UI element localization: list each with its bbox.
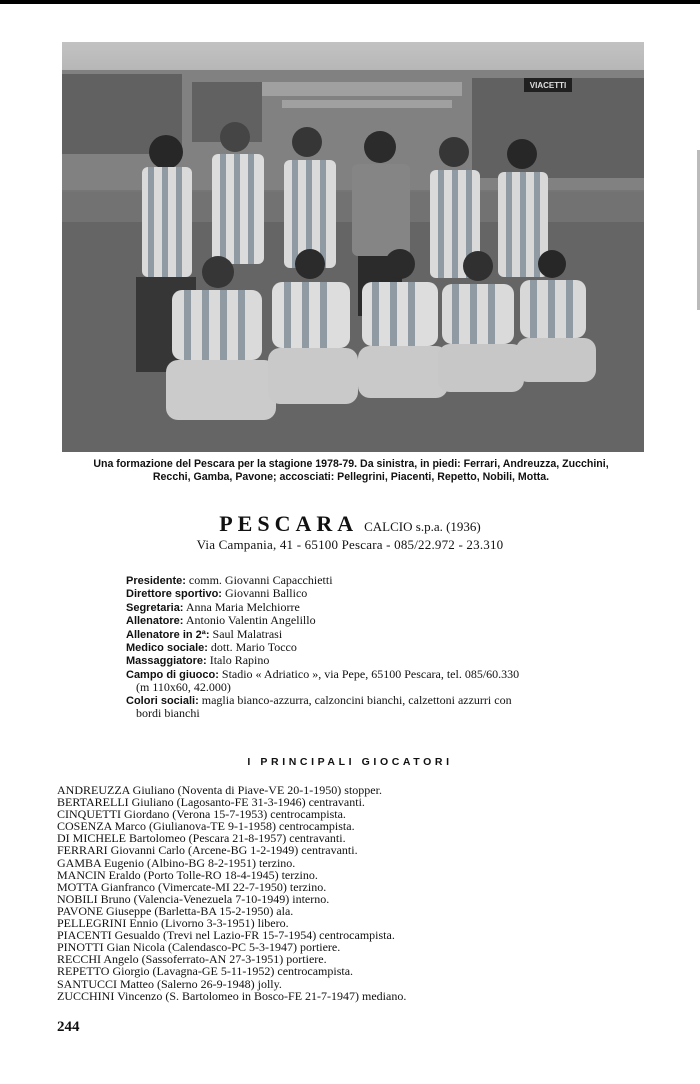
staff-value-continuation: bordi bianchi bbox=[136, 706, 200, 721]
staff-list bbox=[126, 574, 648, 719]
staff-value: Anna Maria Melchiorre bbox=[185, 599, 300, 614]
staff-label: Campo di giuoco: bbox=[126, 668, 219, 681]
player-entry: PAVONE Giuseppe (Barletta-BA 15-2-1950) ala. bbox=[57, 903, 294, 918]
player-entry: MOTTA Gianfranco (Vimercate-MI 22-7-1950) terzino. bbox=[57, 879, 327, 894]
staff-row bbox=[126, 694, 648, 720]
player-entry: COSENZA Marco (Giulianova-TE 9-1-1958) centrocampista. bbox=[57, 819, 355, 834]
staff-label: Allenatore: bbox=[126, 615, 184, 628]
staff-value: Antonio Valentin Angelillo bbox=[185, 613, 316, 628]
player-entry: PINOTTI Gian Nicola (Calendasco-PC 5-3-1947) portiere. bbox=[57, 940, 341, 955]
player-entry: MANCIN Eraldo (Porto Tolle-RO 18-4-1945) terzino. bbox=[57, 867, 318, 882]
staff-row bbox=[126, 614, 648, 627]
staff-value: dott. Mario Tocco bbox=[210, 640, 297, 655]
club-suffix: CALCIO s.p.a. (1936) bbox=[364, 519, 481, 534]
staff-row bbox=[126, 654, 648, 667]
staff-label: Allenatore in 2ª: bbox=[126, 628, 210, 641]
staff-row bbox=[126, 668, 648, 694]
players-heading: I PRINCIPALI GIOCATORI bbox=[247, 756, 453, 768]
page-number: 244 bbox=[57, 1019, 80, 1035]
top-rule bbox=[0, 0, 700, 4]
club-title bbox=[0, 511, 700, 537]
player-entry: NOBILI Bruno (Valencia-Venezuela 7-10-1949) interno. bbox=[57, 891, 330, 906]
photo-caption bbox=[40, 458, 662, 484]
staff-row bbox=[126, 574, 648, 587]
player-entry: PIACENTI Gesualdo (Trevi nel Lazio-FR 15-7-1954) centrocampista. bbox=[57, 928, 395, 943]
staff-row bbox=[126, 587, 648, 600]
player-entry: GAMBA Eugenio (Albino-BG 8-2-1951) terzino. bbox=[57, 855, 296, 870]
staff-label: Colori sociali: bbox=[126, 694, 199, 707]
team-photo-illustration bbox=[62, 42, 644, 452]
player-entry: ANDREUZZA Giuliano (Noventa di Piave-VE 20-1-1950) stopper. bbox=[57, 783, 382, 797]
player-entry: DI MICHELE Bartolomeo (Pescara 21-8-1957) centravanti. bbox=[57, 831, 346, 846]
staff-value: Italo Rapino bbox=[209, 653, 270, 668]
staff-row bbox=[126, 628, 648, 641]
stadium-sign-text: VIACETTI bbox=[529, 81, 567, 90]
player-entry: SANTUCCI Matteo (Salerno 26-9-1948) jolly. bbox=[57, 976, 282, 991]
player-entry: BERTARELLI Giuliano (Lagosanto-FE 31-3-1946) centravanti. bbox=[57, 795, 365, 810]
player-entry: CINQUETTI Giordano (Verona 15-7-1953) centrocampista. bbox=[57, 807, 346, 822]
staff-row bbox=[126, 641, 648, 654]
player-entry: RECCHI Angelo (Sassoferrato-AN 27-3-1951) portiere. bbox=[57, 952, 327, 967]
staff-value: maglia bianco-azzurra, calzoncini bianchi, calzettoni azzurri con bbox=[201, 692, 512, 707]
staff-label: Presidente: bbox=[126, 575, 186, 587]
caption-line-2: Recchi, Gamba, Pavone; accosciati: Pellegrini, Piacenti, Repetto, Nobili, Motta. bbox=[152, 471, 550, 483]
player-entry: ZUCCHINI Vincenzo (S. Bartolomeo in Bosco-FE 21-7-1947) mediano. bbox=[57, 988, 407, 1003]
staff-label: Massaggiatore: bbox=[126, 655, 207, 668]
player-entry: FERRARI Giovanni Carlo (Arcene-BG 1-2-1949) centravanti. bbox=[57, 843, 358, 858]
staff-value: Stadio « Adriatico », via Pepe, 65100 Pescara, tel. 085/60.330 bbox=[221, 666, 520, 681]
staff-label: Segretaria: bbox=[126, 601, 184, 614]
club-address: Via Campania, 41 - 65100 Pescara - 085/22.972 - 23.310 bbox=[196, 537, 504, 552]
staff-value: Giovanni Ballico bbox=[224, 586, 308, 601]
players-list bbox=[57, 784, 657, 1002]
caption-line-1: Una formazione del Pescara per la stagione 1978-79. Da sinistra, in piedi: Ferrari, Andreuzza, Zucchini, bbox=[93, 458, 609, 470]
staff-row bbox=[126, 601, 648, 614]
staff-label: Direttore sportivo: bbox=[126, 588, 222, 601]
staff-label: Medico sociale: bbox=[126, 642, 208, 655]
club-name: PESCARA bbox=[219, 511, 359, 536]
team-photo bbox=[62, 42, 644, 452]
staff-value-continuation: (m 110x60, 42.000) bbox=[136, 680, 231, 695]
staff-value: comm. Giovanni Capacchietti bbox=[188, 573, 333, 587]
staff-value: Saul Malatrasi bbox=[212, 626, 283, 641]
player-entry: PELLEGRINI Ennio (Livorno 3-3-1951) libero. bbox=[57, 916, 289, 931]
player-entry: REPETTO Giorgio (Lavagna-GE 5-11-1952) centrocampista. bbox=[57, 964, 354, 979]
